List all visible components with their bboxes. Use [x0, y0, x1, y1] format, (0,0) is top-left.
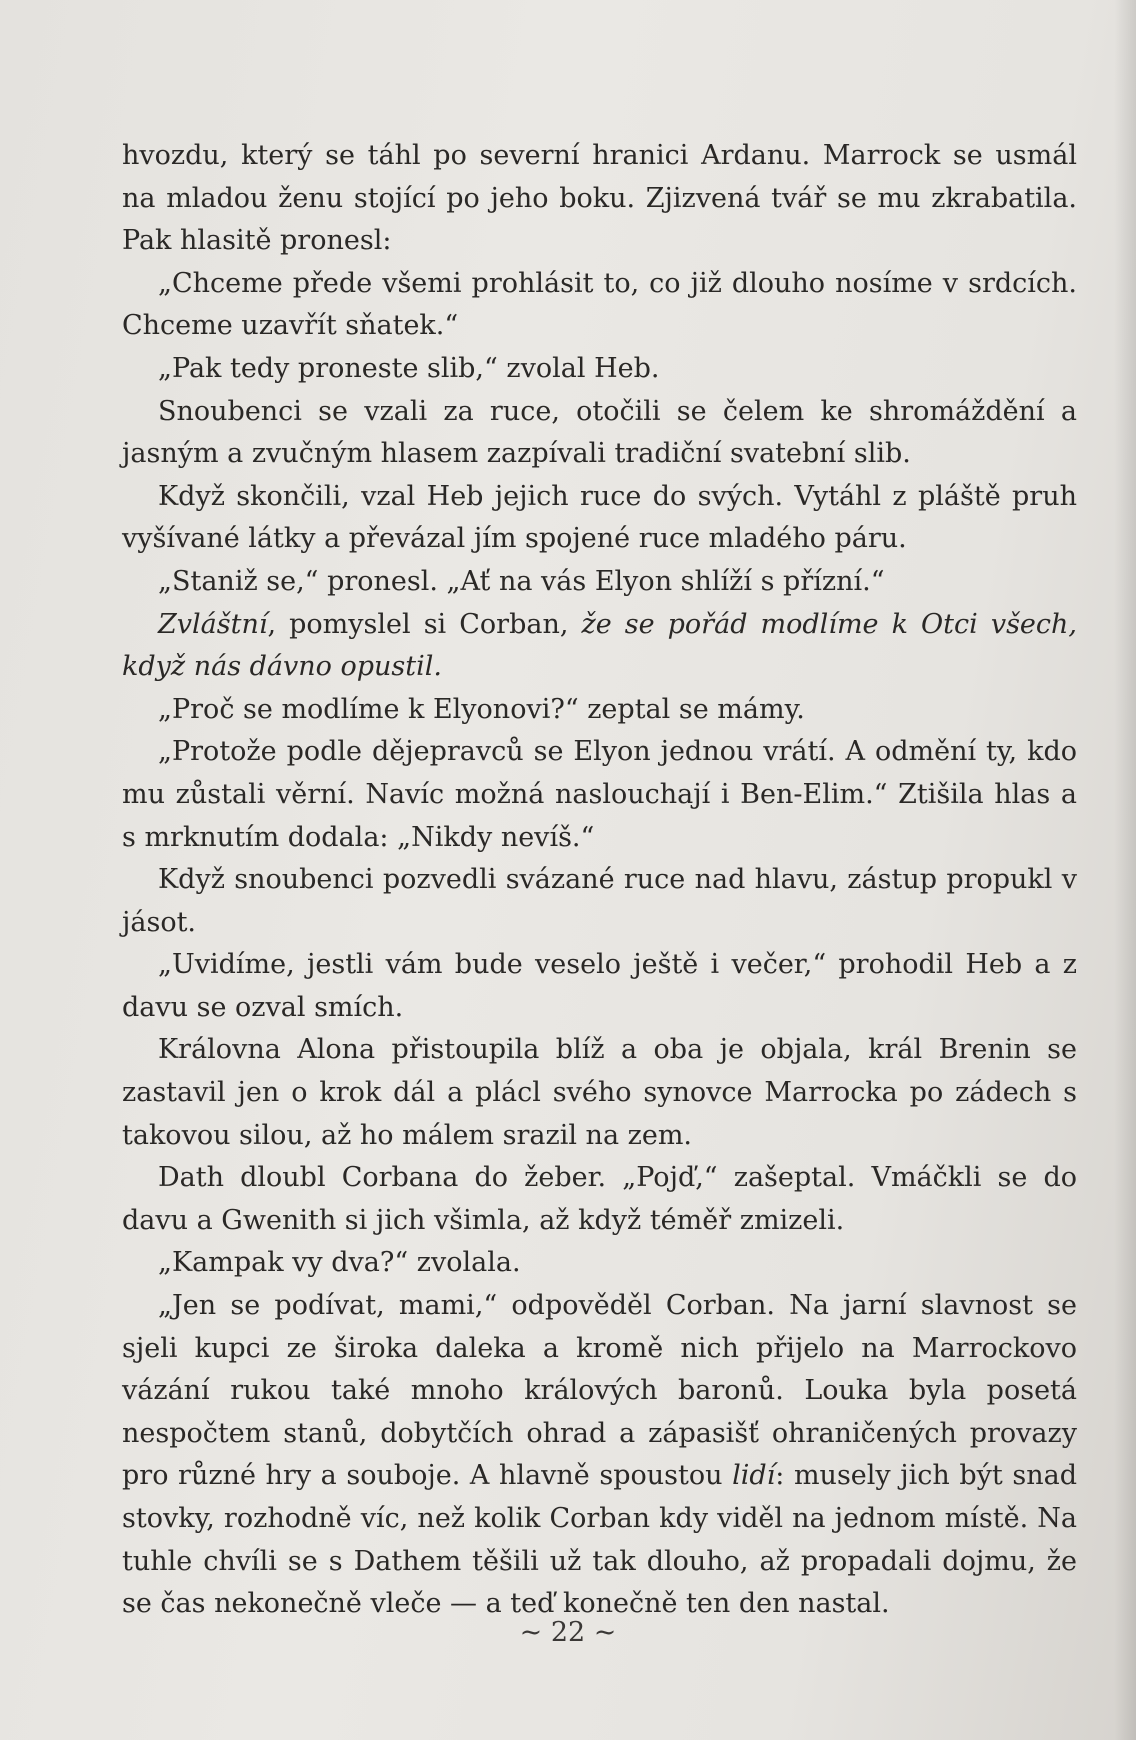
paragraph-7: Zvláštní, pomyslel si Corban, že se pořád modlíme k Otci všech, když nás dávno opustil.	[122, 608, 1077, 683]
paragraph-11: „Uvidíme, jestli vám bude veselo ještě i večer,“ prohodil Heb a z davu se ozval smích.	[122, 949, 1077, 1023]
paragraph-8: „Proč se modlíme k Elyonovi?“ zeptal se mámy.	[158, 693, 805, 725]
paragraph-14: „Kampak vy dva?“ zvolala.	[158, 1247, 521, 1279]
paragraph-4: Snoubenci se vzali za ruce, otočili se čelem ke shromáždění a jasným a zvučným hlasem zazpívali tradiční svatební slib.	[122, 395, 1077, 470]
paragraph-5: Když skončili, vzal Heb jejich ruce do svých. Vytáhl z pláště pruh vyšívané látky a převázal jím spojené ruce mladého páru.	[122, 480, 1077, 555]
paragraph-12: Královna Alona přistoupila blíž a oba je objala, král Brenin se zastavil jen o krok dál a plácl svého synovce Marrocka po zádech s takovou silou, až ho málem srazil na zem.	[122, 1034, 1077, 1151]
paragraph-3: „Pak tedy proneste slib,“ zvolal Heb.	[158, 352, 660, 384]
paragraph-1: hvozdu, který se táhl po severní hranici Ardanu. Marrock se usmál na mladou ženu stojící po jeho boku. Zjizvená tvář se mu zkrabatila. Pak hlasitě pronesl:	[122, 140, 1077, 257]
body-text	[122, 135, 1077, 1626]
paragraph-9: „Protože podle dějepravců se Elyon jednou vrátí. A odmění ty, kdo mu zůstali věrní. Navíc možná naslouchají i Ben-Elim.“ Ztišila hlas a s mrknutím dodala: „Nikdy nevíš.“	[122, 736, 1077, 853]
paragraph-15: „Jen se podívat, mami,“ odpověděl Corban. Na jarní slavnost se sjeli kupci ze široka daleka a kromě nich přijelo na Marrockovo vázání rukou také mnoho králových baronů. Louka byla posetá nespočtem stanů, dobytčích ohrad a zápasišť ohraničených provazy pro různé hry a souboje. A hlavně spoustou lidí: musely jich být snad stovky, rozhodně víc, než kolik Corban kdy viděl na jednom místě. Na tuhle chvíli se s Dathem těšili už tak dlouho, až propadali dojmu, že se čas nekonečně vleče — a teď konečně ten den nastal.	[122, 1290, 1077, 1620]
paragraph-10: Když snoubenci pozvedli svázané ruce nad hlavu, zástup propukl v jásot.	[122, 864, 1077, 938]
paragraph-2: „Chceme přede všemi prohlásit to, co již dlouho nosíme v srdcích. Chceme uzavřít sňatek.“	[122, 267, 1077, 342]
paragraph-6: „Staniž se,“ pronesl. „Ať na vás Elyon shlíží s přízní.“	[158, 565, 885, 597]
paragraph-13: Dath dloubl Corbana do žeber. „Pojď,“ zašeptal. Vmáčkli se do davu a Gwenith si jich všimla, až když téměř zmizeli.	[122, 1162, 1077, 1236]
page-spine-shadow	[1114, 0, 1136, 1740]
page-number: ~ 22 ~	[519, 1617, 617, 1648]
